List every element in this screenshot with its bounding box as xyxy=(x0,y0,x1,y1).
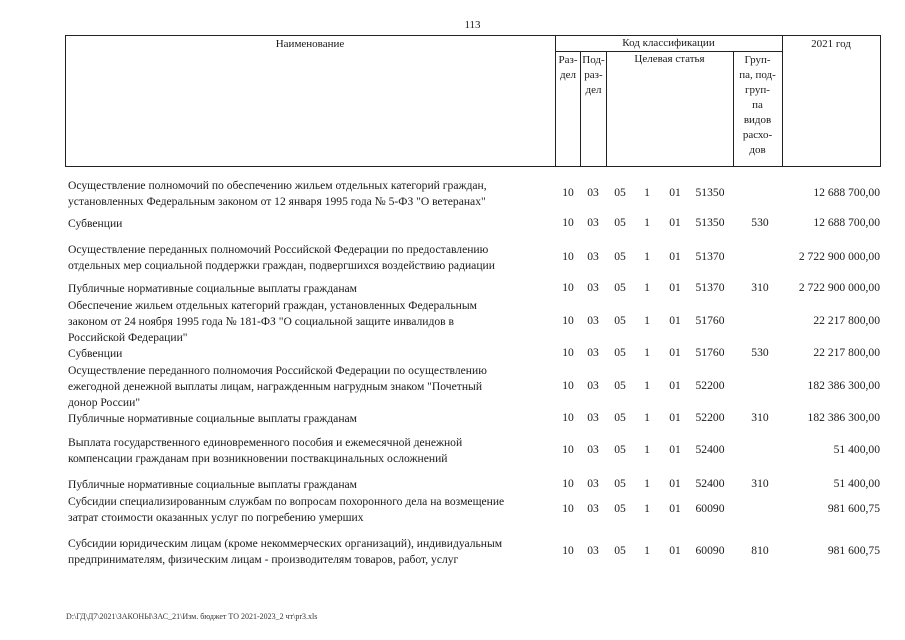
row-name xyxy=(68,281,560,297)
row-name xyxy=(68,298,560,346)
row-subsection: 03 xyxy=(587,250,599,263)
row-target-subprogram: 1 xyxy=(644,314,650,327)
row-name xyxy=(68,346,560,362)
row-subsection: 03 xyxy=(587,346,599,359)
row-amount: 981 600,75 xyxy=(827,502,880,515)
row-target-direction: 52200 xyxy=(695,379,725,392)
row-name-line: Осуществление переданных полномочий Российской Федерации по предоставлению xyxy=(68,243,489,256)
header-name: Наименование xyxy=(275,38,345,50)
row-target-subprogram: 1 xyxy=(644,477,650,490)
row-expense-type: 310 xyxy=(751,281,769,294)
row-target-program: 05 xyxy=(614,379,626,392)
row-target-program: 05 xyxy=(614,314,626,327)
page-number: 113 xyxy=(464,19,481,31)
row-name-line: Осуществление полномочий по обеспечению жильем отдельных категорий граждан, xyxy=(68,179,487,192)
row-name-line: Публичные нормативные социальные выплаты гражданам xyxy=(68,478,357,491)
table-row xyxy=(0,346,905,362)
row-name-line: Обеспечение жильем отдельных категорий граждан, установленных Федеральным xyxy=(68,299,477,312)
row-subsection: 03 xyxy=(587,502,599,515)
row-name-line: Публичные нормативные социальные выплаты гражданам xyxy=(68,282,357,295)
row-target-event: 01 xyxy=(669,314,681,327)
row-name-line: ежегодной денежной выплаты лицам, награжденным нагрудным знаком "Почетный xyxy=(68,380,483,393)
row-name-line: установленных Федеральным законом от 12 января 1995 года № 5-ФЗ "О ветеранах" xyxy=(68,195,486,208)
row-section: 10 xyxy=(562,477,574,490)
row-amount: 981 600,75 xyxy=(827,544,880,557)
row-name-line: предпринимателям, физическим лицам - производителям товаров, работ, услуг xyxy=(68,553,459,566)
table-row xyxy=(0,411,905,427)
row-target-subprogram: 1 xyxy=(644,544,650,557)
row-amount: 51 400,00 xyxy=(833,443,880,456)
row-name-line: Осуществление переданного полномочия Российской Федерации по осуществлению xyxy=(68,364,487,377)
table-row xyxy=(0,216,905,232)
row-name-line: компенсации гражданам при возникновении поствакцинальных осложнений xyxy=(68,452,448,465)
row-name xyxy=(68,494,560,526)
row-target-program: 05 xyxy=(614,250,626,263)
row-name-line: Субвенции xyxy=(68,217,123,230)
row-name xyxy=(68,216,560,232)
header-expense-group: Груп- па, под- груп- па видов расхо- дов xyxy=(739,54,776,156)
row-target-program: 05 xyxy=(614,216,626,229)
row-target-event: 01 xyxy=(669,443,681,456)
row-target-direction: 60090 xyxy=(695,544,725,557)
row-expense-type: 530 xyxy=(751,346,769,359)
row-section: 10 xyxy=(562,216,574,229)
row-amount: 12 688 700,00 xyxy=(813,186,880,199)
row-name-line: Субвенции xyxy=(68,347,123,360)
row-target-event: 01 xyxy=(669,477,681,490)
row-target-direction: 51760 xyxy=(695,346,725,359)
row-section: 10 xyxy=(562,411,574,424)
row-name-line: отдельных мер социальной поддержки граждан, подвергшихся воздействию радиации xyxy=(68,259,495,272)
row-name-line: затрат стоимости оказанных услуг по погребению умерших xyxy=(68,511,364,524)
row-target-subprogram: 1 xyxy=(644,281,650,294)
row-target-event: 01 xyxy=(669,411,681,424)
row-expense-type: 530 xyxy=(751,216,769,229)
row-name-line: донор России" xyxy=(68,396,141,409)
row-subsection: 03 xyxy=(587,314,599,327)
row-expense-type: 810 xyxy=(751,544,769,557)
row-target-subprogram: 1 xyxy=(644,186,650,199)
row-name-line: Российской Федерации" xyxy=(68,331,188,344)
row-section: 10 xyxy=(562,250,574,263)
row-target-event: 01 xyxy=(669,186,681,199)
header-target-article: Целевая статья xyxy=(634,53,705,65)
row-target-subprogram: 1 xyxy=(644,379,650,392)
row-subsection: 03 xyxy=(587,379,599,392)
row-name xyxy=(68,536,560,568)
row-name xyxy=(68,411,560,427)
row-name xyxy=(68,363,560,411)
row-amount: 182 386 300,00 xyxy=(807,411,880,424)
row-amount: 2 722 900 000,00 xyxy=(798,250,880,263)
row-section: 10 xyxy=(562,544,574,557)
row-section: 10 xyxy=(562,379,574,392)
row-amount: 182 386 300,00 xyxy=(807,379,880,392)
row-target-subprogram: 1 xyxy=(644,346,650,359)
row-subsection: 03 xyxy=(587,443,599,456)
row-target-program: 05 xyxy=(614,281,626,294)
row-name xyxy=(68,242,560,274)
row-target-subprogram: 1 xyxy=(644,250,650,263)
table-row xyxy=(0,298,905,346)
row-target-direction: 52200 xyxy=(695,411,725,424)
row-target-program: 05 xyxy=(614,443,626,456)
row-subsection: 03 xyxy=(587,544,599,557)
row-target-event: 01 xyxy=(669,346,681,359)
header-section: Раз- дел xyxy=(558,54,578,81)
row-target-program: 05 xyxy=(614,502,626,515)
table-row xyxy=(0,435,905,467)
row-name-line: Субсидии юридическим лицам (кроме некоммерческих организаций), индивидуальным xyxy=(68,537,503,550)
row-section: 10 xyxy=(562,281,574,294)
footer-file-path: D:\ГД\Д7\2021\ЗАКОНЫ\ЗАС_21\Изм. бюджет ТО 2021-2023_2 чт\pr3.xls xyxy=(66,612,318,621)
row-subsection: 03 xyxy=(587,477,599,490)
row-target-event: 01 xyxy=(669,250,681,263)
row-expense-type: 310 xyxy=(751,411,769,424)
row-target-subprogram: 1 xyxy=(644,216,650,229)
row-target-event: 01 xyxy=(669,544,681,557)
row-target-direction: 51370 xyxy=(695,281,725,294)
row-target-program: 05 xyxy=(614,411,626,424)
table-row xyxy=(0,477,905,493)
row-target-program: 05 xyxy=(614,186,626,199)
row-subsection: 03 xyxy=(587,186,599,199)
row-section: 10 xyxy=(562,346,574,359)
table-row xyxy=(0,536,905,568)
row-amount: 2 722 900 000,00 xyxy=(798,281,880,294)
row-name-line: Публичные нормативные социальные выплаты гражданам xyxy=(68,412,357,425)
row-target-direction: 52400 xyxy=(695,443,725,456)
row-target-subprogram: 1 xyxy=(644,502,650,515)
row-target-program: 05 xyxy=(614,346,626,359)
row-target-event: 01 xyxy=(669,281,681,294)
table-row xyxy=(0,281,905,297)
row-amount: 22 217 800,00 xyxy=(813,314,880,327)
row-amount: 12 688 700,00 xyxy=(813,216,880,229)
header-subsection: Под- раз- дел xyxy=(582,54,605,96)
row-target-direction: 52400 xyxy=(695,477,725,490)
row-expense-type: 310 xyxy=(751,477,769,490)
row-subsection: 03 xyxy=(587,281,599,294)
row-name-line: Субсидии специализированным службам по вопросам похоронного дела на возмещение xyxy=(68,495,505,508)
row-target-direction: 51760 xyxy=(695,314,725,327)
row-target-subprogram: 1 xyxy=(644,443,650,456)
row-amount: 22 217 800,00 xyxy=(813,346,880,359)
row-section: 10 xyxy=(562,186,574,199)
row-target-event: 01 xyxy=(669,379,681,392)
row-target-direction: 51370 xyxy=(695,250,725,263)
row-subsection: 03 xyxy=(587,411,599,424)
row-target-event: 01 xyxy=(669,216,681,229)
row-subsection: 03 xyxy=(587,216,599,229)
header-year: 2021 год xyxy=(811,38,851,50)
row-name xyxy=(68,435,560,467)
row-target-direction: 51350 xyxy=(695,186,725,199)
row-section: 10 xyxy=(562,443,574,456)
table-row xyxy=(0,242,905,274)
table-row xyxy=(0,494,905,526)
row-target-program: 05 xyxy=(614,544,626,557)
row-target-subprogram: 1 xyxy=(644,411,650,424)
row-name xyxy=(68,178,560,210)
row-target-program: 05 xyxy=(614,477,626,490)
row-target-direction: 60090 xyxy=(695,502,725,515)
row-section: 10 xyxy=(562,502,574,515)
row-section: 10 xyxy=(562,314,574,327)
row-target-direction: 51350 xyxy=(695,216,725,229)
table-row xyxy=(0,178,905,210)
table-row xyxy=(0,363,905,411)
header-classification-code: Код классификации xyxy=(622,37,715,49)
row-name-line: законом от 24 ноября 1995 года № 181-ФЗ "О социальной защите инвалидов в xyxy=(68,315,455,328)
row-target-event: 01 xyxy=(669,502,681,515)
row-name xyxy=(68,477,560,493)
row-name-line: Выплата государственного единовременного пособия и ежемесячной денежной xyxy=(68,436,463,449)
row-amount: 51 400,00 xyxy=(833,477,880,490)
